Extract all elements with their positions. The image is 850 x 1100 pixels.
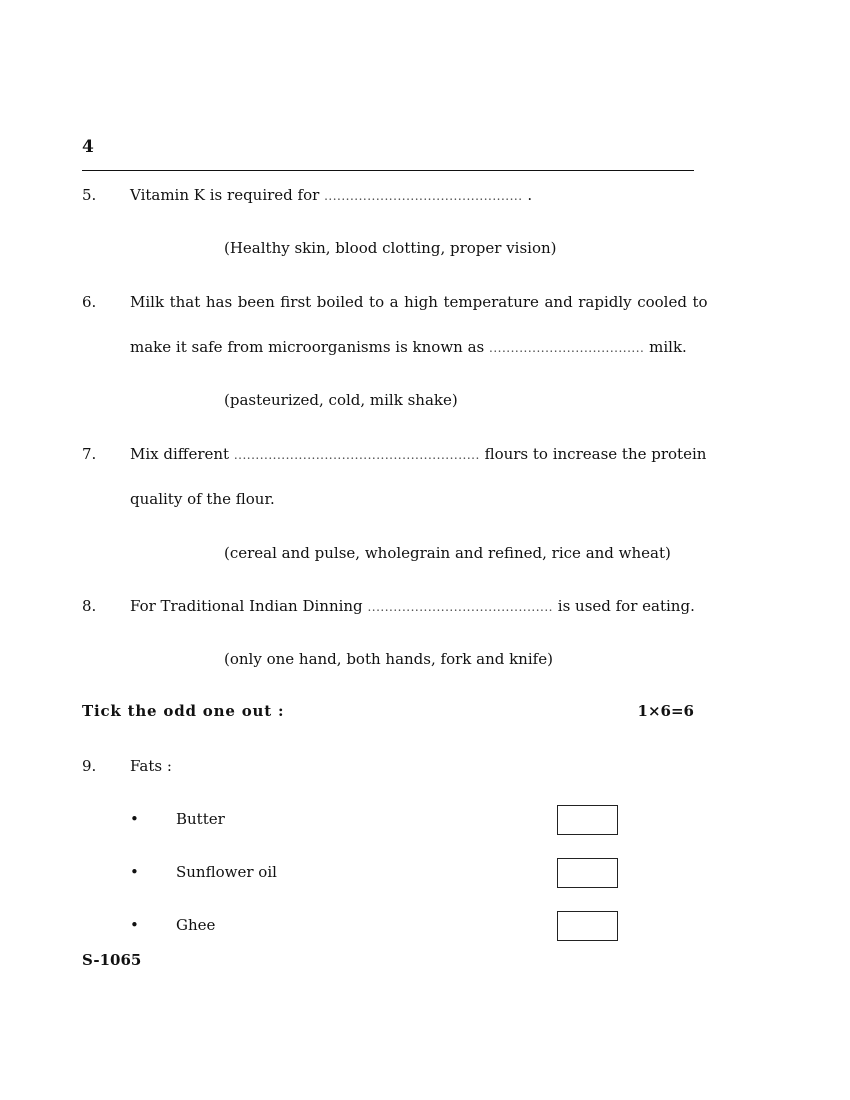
question-number: 9.	[82, 757, 97, 775]
section-title: Tick the odd one out :	[82, 702, 285, 720]
bullet: •	[130, 810, 139, 828]
question-text: Mix different	[130, 445, 230, 463]
paper-code: S-1065	[82, 951, 142, 969]
answer-blank: .........................................................	[233, 448, 480, 462]
question-text-end: is used for eating.	[557, 597, 695, 615]
question-number: 5.	[82, 186, 97, 204]
bullet: •	[130, 863, 139, 881]
question-text-end: milk.	[649, 338, 687, 356]
answer-blank: ...........................................	[367, 600, 553, 614]
header-divider	[82, 170, 694, 171]
question-number: 6.	[82, 293, 97, 311]
question-9-label: Fats :	[130, 757, 172, 775]
question-text-end: .	[527, 186, 533, 204]
question-6-options: (pasteurized, cold, milk shake)	[224, 391, 458, 409]
tick-checkbox[interactable]	[557, 858, 618, 888]
question-5-text	[130, 186, 532, 204]
answer-blank: ..............................................	[324, 189, 523, 203]
question-7-line-1	[130, 445, 706, 463]
answer-blank: ....................................	[489, 341, 645, 355]
tick-checkbox[interactable]	[557, 805, 618, 835]
question-8-options: (only one hand, both hands, fork and knife)	[224, 650, 553, 668]
section-marks: 1×6=6	[637, 702, 694, 720]
tick-checkbox[interactable]	[557, 911, 618, 941]
question-6-line-2	[130, 338, 687, 356]
page-number: 4	[82, 137, 94, 157]
question-text: Vitamin K is required for	[130, 186, 320, 204]
option-item: Sunflower oil	[176, 863, 277, 881]
question-6-line-1: Milk that has been first boiled to a high temperature and rapidly cooled to	[130, 293, 708, 311]
question-5-options: (Healthy skin, blood clotting, proper vision)	[224, 239, 557, 257]
question-number: 7.	[82, 445, 97, 463]
question-text-end: flours to increase the protein	[484, 445, 707, 463]
question-8-text	[130, 597, 695, 615]
option-item: Ghee	[176, 916, 216, 934]
question-number: 8.	[82, 597, 97, 615]
question-text: For Traditional Indian Dinning	[130, 597, 363, 615]
option-item: Butter	[176, 810, 225, 828]
question-7-line-2: quality of the flour.	[130, 490, 275, 508]
question-text: make it safe from microorganisms is known as	[130, 338, 485, 356]
question-7-options: (cereal and pulse, wholegrain and refined, rice and wheat)	[224, 544, 671, 562]
bullet: •	[130, 916, 139, 934]
